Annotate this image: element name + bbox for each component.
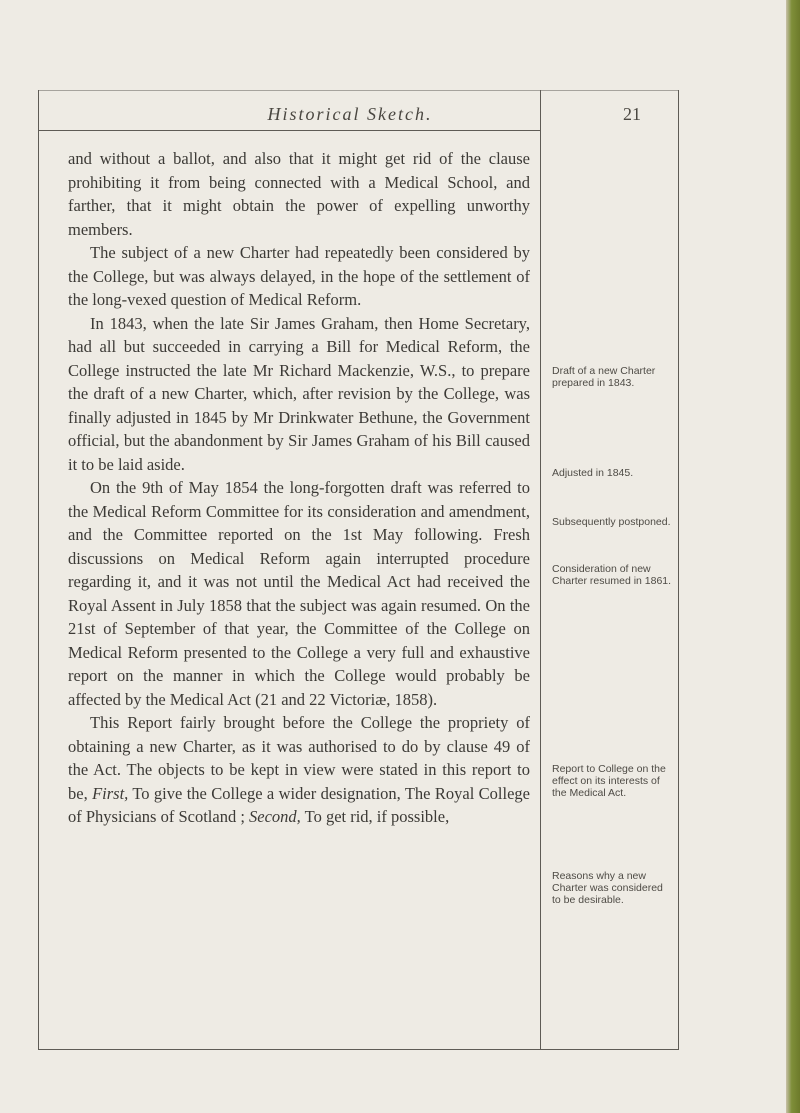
italic-first: First, bbox=[92, 783, 129, 803]
right-rule bbox=[678, 90, 679, 1050]
marginal-note: Report to College on the effect on its interests of the Medical Act. bbox=[552, 763, 666, 799]
footer-rule bbox=[38, 1049, 678, 1050]
running-head: Historical Sketch. bbox=[267, 104, 433, 124]
marginal-note: Subsequently postponed. bbox=[552, 516, 671, 528]
body-text bbox=[68, 147, 530, 829]
paragraph: In 1843, when the late Sir James Graham, then Home Secretary, had all but succeeded in carrying a Bill for Medical Reform, the College instructed the late Mr Richard Mackenzie, W.S., to prepare the draft of a new Charter, which, after revision by the College, was finally adjusted in 1845 by Mr Drinkwater Bethune, the Government official, but the abandonment by Sir James Graham of his Bill caused it to be laid aside. bbox=[68, 313, 530, 474]
marginal-note: Reasons why a new Charter was considered to be desirable. bbox=[552, 870, 663, 906]
paragraph: On the 9th of May 1854 the long-forgotten draft was referred to the Medical Reform Committee for its consideration and amendment, and the Committee reported on the 1st May following. Fresh discussions on Medical Reform again interrupted procedure regarding it, and it was not until the Medical Act had received the Royal Assent in July 1858 that the subject was again resumed. On the 21st of September of that year, the Committee of the College on Medical Reform presented to the College a very full and exhaustive report on the manner in which the College would probably be affected by the Medical Act (21 and 22 Victoriæ, 1858). bbox=[68, 478, 530, 709]
paragraph-text: To get rid, if possible, bbox=[300, 807, 450, 826]
page-number: 21 bbox=[623, 104, 641, 124]
marginal-note: Consideration of new Charter resumed in 1861. bbox=[552, 563, 672, 587]
left-rule bbox=[38, 90, 39, 1050]
gutter-rule bbox=[540, 90, 541, 1050]
header-rule bbox=[38, 130, 540, 131]
paragraph bbox=[68, 711, 530, 829]
marginal-note: Draft of a new Charter prepared in 1843. bbox=[552, 365, 656, 389]
marginal-note: Adjusted in 1845. bbox=[552, 467, 634, 479]
paragraph: The subject of a new Charter had repeatedly been considered by the College, but was always delayed, in the hope of the settlement of the long-vexed question of Medical Reform. bbox=[68, 243, 530, 309]
paragraph: and without a ballot, and also that it might get rid of the clause prohibiting it from being connected with a Medical School, and farther, that it might obtain the power of expelling unworthy members. bbox=[68, 149, 530, 239]
paragraph-text: This Report fairly brought before the College the propriety of obtaining a new Charter, as it was authorised to do by clause 49 of the Act. The objects to be kept in view were stated in this report to be, bbox=[68, 713, 530, 803]
top-rule bbox=[38, 90, 678, 91]
italic-second: Second, bbox=[249, 807, 301, 826]
paragraph-text: To give the College a wider designation, The Royal College of Physicians of Scotland ; bbox=[68, 783, 530, 826]
book-edge bbox=[786, 0, 800, 1113]
